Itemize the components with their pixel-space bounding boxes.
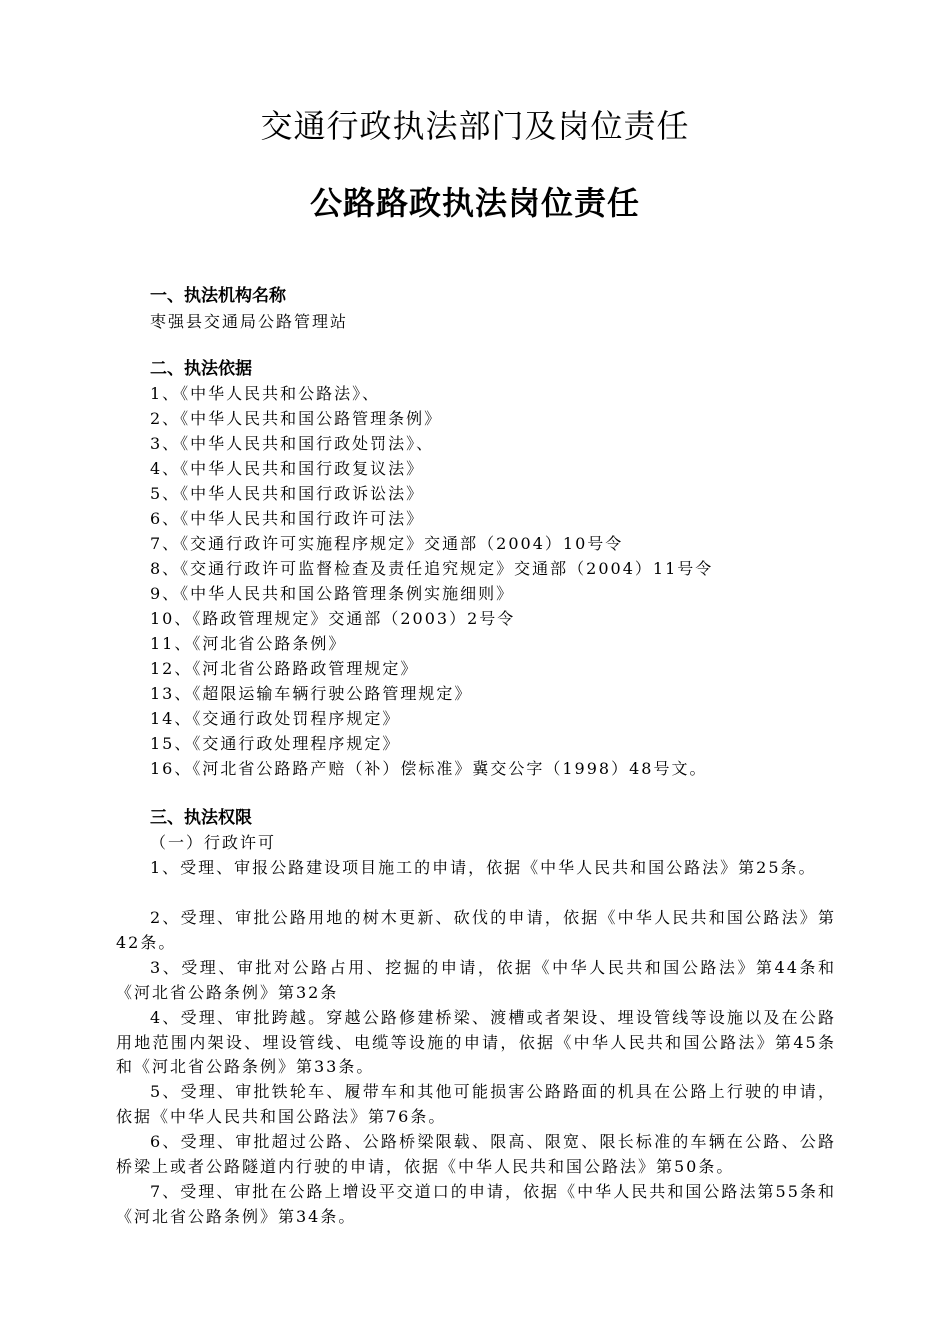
basis-item: 16、《河北省公路路产赔（补）偿标准》冀交公字（1998）48号文。 <box>150 759 708 778</box>
permission-paragraph: 3、受理、审批对公路占用、挖掘的申请，依据《中华人民共和国公路法》第44条和《河北省公路条例》第32条 <box>116 958 836 1002</box>
basis-item: 12、《河北省公路路政管理规定》 <box>150 659 419 678</box>
basis-item: 3、《中华人民共和国行政处罚法》、 <box>150 434 435 453</box>
document-title: 交通行政执法部门及岗位责任 <box>260 107 690 145</box>
basis-item: 7、《交通行政许可实施程序规定》交通部（2004）10号令 <box>150 534 624 553</box>
basis-item: 1、《中华人民共和公路法》、 <box>150 384 381 403</box>
permission-paragraph: 7、受理、审批在公路上增设平交道口的申请，依据《中华人民共和国公路法第55条和《河北省公路条例》第34条。 <box>116 1182 836 1226</box>
section2-heading: 二、执法依据 <box>150 359 252 379</box>
basis-item: 2、《中华人民共和国公路管理条例》 <box>150 409 443 428</box>
section3-heading: 三、执法权限 <box>150 808 252 828</box>
basis-item: 6、《中华人民共和国行政许可法》 <box>150 509 425 528</box>
basis-item: 10、《路政管理规定》交通部（2003）2号令 <box>150 609 516 628</box>
permission-paragraph: 4、受理、审批跨越。穿越公路修建桥梁、渡槽或者架设、埋设管线等设施以及在公路用地范围内架设、埋设管线、电缆等设施的申请，依据《中华人民共和国公路法》第45条和《河北省公路条例》第33条。 <box>116 1008 836 1076</box>
section3-subheading: （一）行政许可 <box>150 833 277 852</box>
permission-paragraph: 6、受理、审批超过公路、公路桥梁限载、限高、限宽、限长标准的车辆在公路、公路桥梁上或者公路隧道内行驶的申请，依据《中华人民共和国公路法》第50条。 <box>116 1132 836 1176</box>
document-subtitle: 公路路政执法岗位责任 <box>309 184 640 222</box>
basis-item: 14、《交通行政处罚程序规定》 <box>150 709 401 728</box>
basis-item: 9、《中华人民共和国公路管理条例实施细则》 <box>150 584 515 603</box>
permission-paragraph: 1、受理、审报公路建设项目施工的申请，依据《中华人民共和国公路法》第25条。 <box>150 858 817 877</box>
basis-item: 15、《交通行政处理程序规定》 <box>150 734 401 753</box>
basis-item: 5、《中华人民共和国行政诉讼法》 <box>150 484 425 503</box>
basis-item: 4、《中华人民共和国行政复议法》 <box>150 459 425 478</box>
section1-body: 枣强县交通局公路管理站 <box>150 312 349 331</box>
basis-item: 11、《河北省公路条例》 <box>150 634 347 653</box>
basis-item: 13、《超限运输车辆行驶公路管理规定》 <box>150 684 473 703</box>
permission-paragraph: 2、受理、审批公路用地的树木更新、砍伐的申请，依据《中华人民共和国公路法》第42条。 <box>116 908 836 952</box>
basis-item: 8、《交通行政许可监督检查及责任追究规定》交通部（2004）11号令 <box>150 559 714 578</box>
permission-paragraph: 5、受理、审批铁轮车、履带车和其他可能损害公路路面的机具在公路上行驶的申请，依据《中华人民共和国公路法》第76条。 <box>116 1082 836 1126</box>
section1-heading: 一、执法机构名称 <box>150 286 286 306</box>
